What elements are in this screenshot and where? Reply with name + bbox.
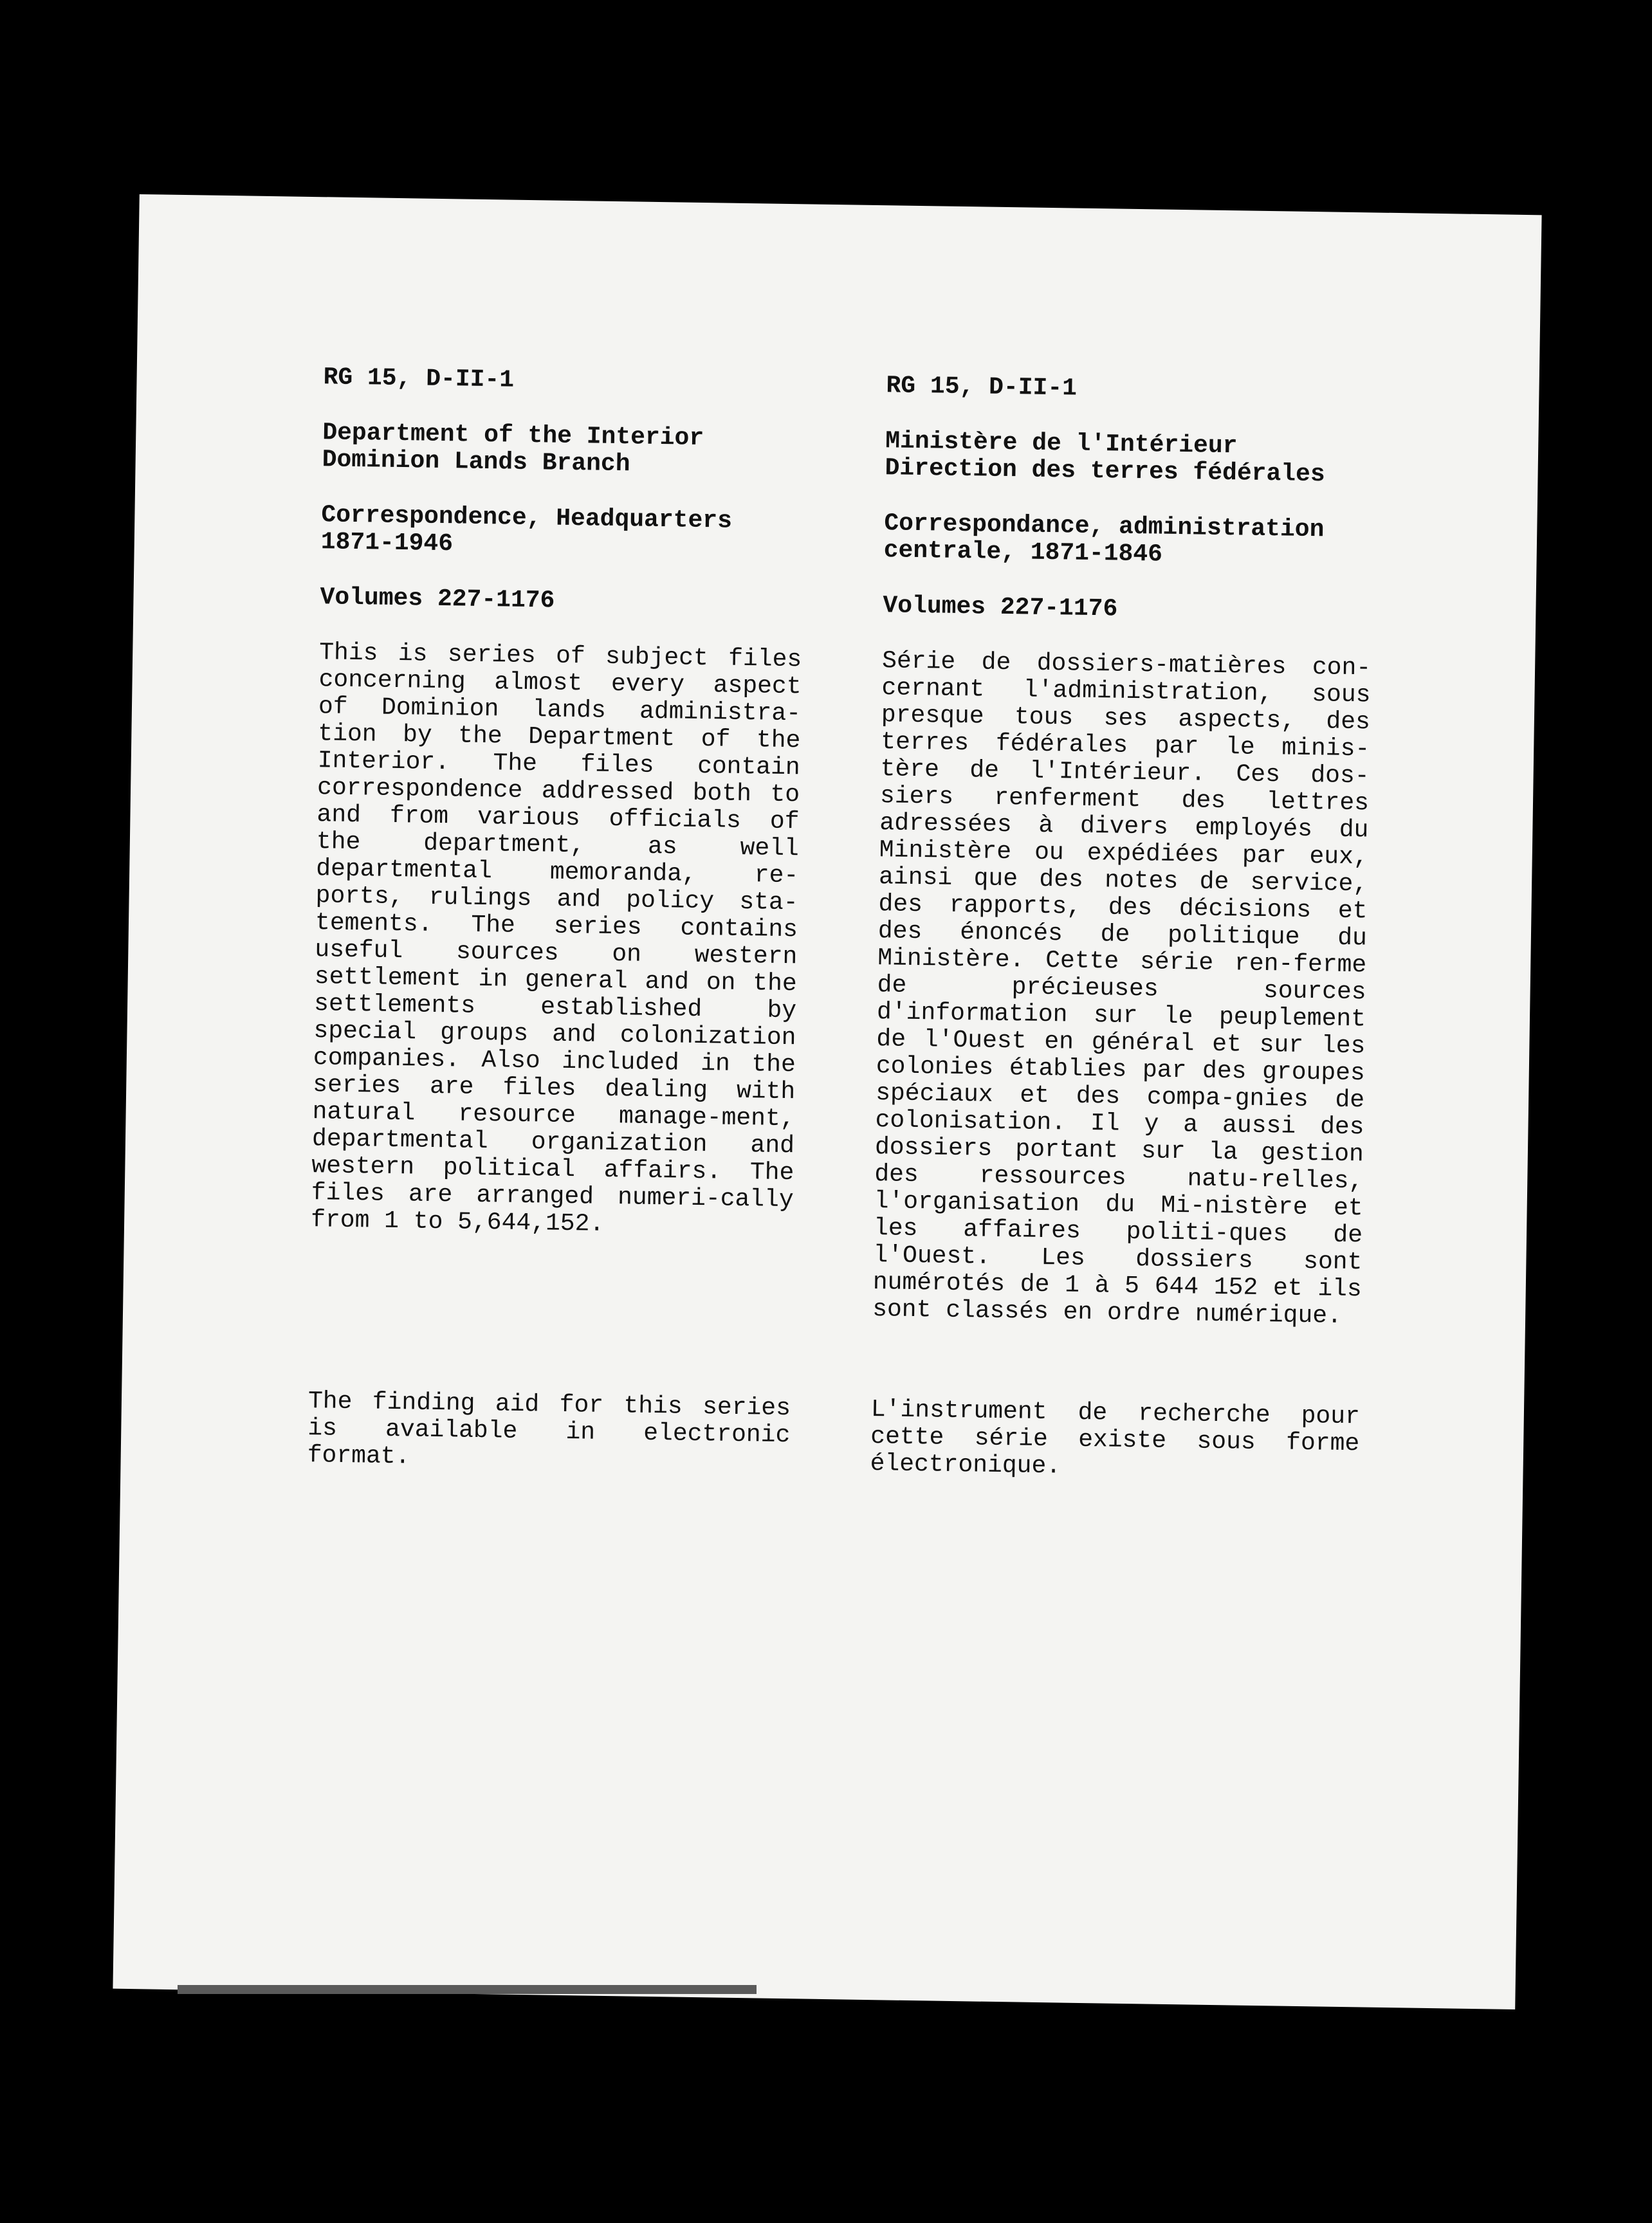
department-fr: Ministère de l'Intérieur (885, 427, 1238, 461)
creator-fr (885, 428, 1374, 489)
volumes-fr: Volumes 227-1176 (883, 592, 1118, 623)
series-title-fr (883, 510, 1373, 571)
french-column (870, 372, 1375, 1481)
series-name-en: Correspondence, Headquarters (321, 501, 733, 535)
scan-shadow-edge (178, 1985, 757, 1994)
finding-aid-note-fr: L'instrument de recherche pour cette série existe sous forme électronique. (870, 1396, 1361, 1481)
series-dates-en: 1871-1946 (320, 528, 454, 558)
reference-code-en: RG 15, D-II-1 (323, 363, 515, 394)
paper-sheet (113, 194, 1541, 2009)
series-dates-fr: centrale, 1871-1846 (883, 536, 1163, 569)
finding-aid-note-en: The finding aid for this series is available in electronic format. (307, 1387, 791, 1471)
series-title-en (321, 502, 804, 563)
series-name-fr: Correspondance, administration (884, 509, 1325, 544)
description-fr: Série de dossiers-matières con-cernant l'administration, sous presque tous ses aspects, des terres fédérales par le minis-tère de l'Intérieur. Ces dos-siers renferment des lettres adressées à divers employés du Ministère ou expédiées par eux, ainsi que des notes de service, des rapports, des décisions et des énoncés de politique du Ministère. Cette série ren-ferme de précieuses sources d'information sur le peuplement de l'Ouest en général et sur les colonies établies par des groupes spéciaux et des compa-gnies de colonisation. Il y a aussi des dossiers portant sur la gestion des ressources natu-relles, l'organisation du Mi-nistère et les affaires politi-ques de l'Ouest. Les dossiers sont numérotés de 1 à 5 644 152 et ils sont classés en ordre numérique. (872, 647, 1372, 1330)
creator-en (322, 419, 805, 480)
reference-code-fr: RG 15, D-II-1 (886, 372, 1078, 403)
branch-en: Dominion Lands Branch (322, 446, 630, 479)
branch-fr: Direction des terres fédérales (885, 454, 1325, 489)
department-en: Department of the Interior (322, 419, 704, 453)
description-en: This is series of subject files concerning almost every aspect of Dominion lands administra-tion by the Department of the Interior. The files contain correspondence addressed both to and from various officials of the department, as well departmental memoranda, re-ports, rulings and policy sta-tements. The series contains useful sources on western settlement in general and on the settlements established by special groups and colonization companies. Also included in the series are files dealing with natural resource manage-ment, departmental organization and western political affairs. The files are arranged numeri-cally from 1 to 5,644,152. (310, 639, 802, 1238)
english-column (307, 363, 806, 1471)
volumes-en: Volumes 227-1176 (320, 583, 555, 615)
